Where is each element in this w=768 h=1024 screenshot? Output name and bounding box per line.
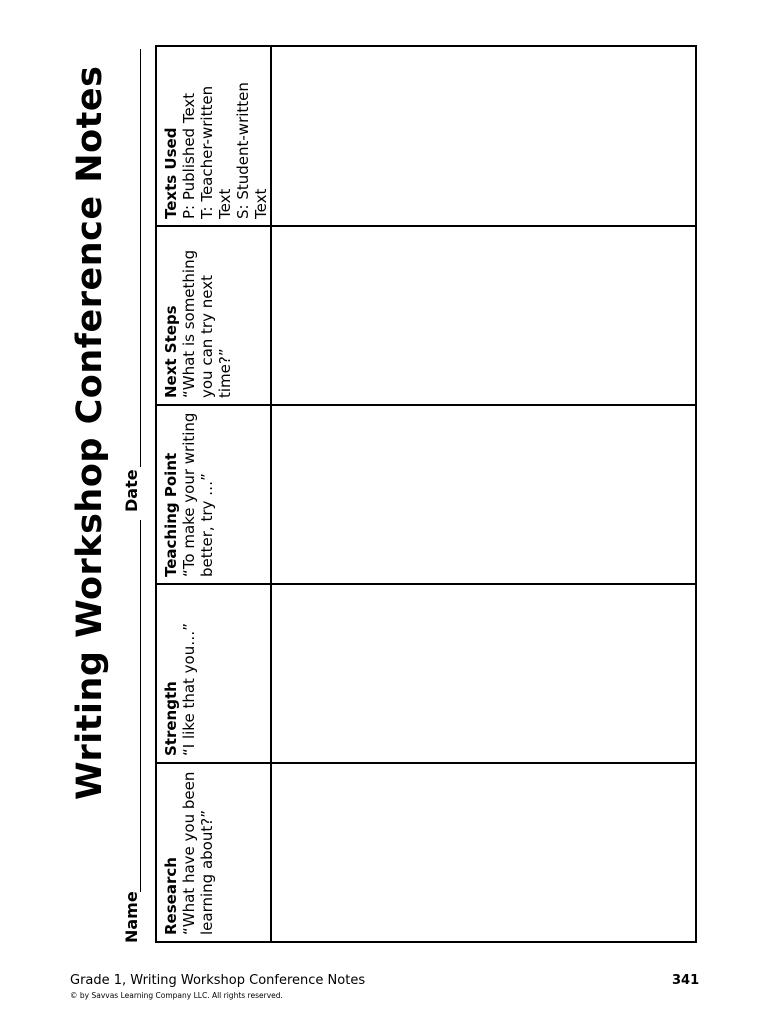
footer-caption: Grade 1, Writing Workshop Conference Notes: [70, 973, 366, 988]
texts-used-header: Texts Used P: Published Text T: Teacher-written Text S: Student-written Text: [156, 46, 271, 226]
strength-cell[interactable]: [271, 584, 696, 763]
teaching-point-cell[interactable]: [271, 405, 696, 584]
footer-copyright: © by Savvas Learning Company LLC. All rights reserved.: [70, 991, 283, 1000]
teaching-point-header: Teaching Point “To make your writing better, try …”: [156, 405, 271, 584]
page-number: 341: [672, 973, 700, 988]
worksheet-title: Writing Workshop Conference Notes: [70, 65, 110, 800]
name-label: Name: [122, 891, 141, 943]
header-row: [156, 46, 271, 942]
next-steps-cell[interactable]: [271, 226, 696, 405]
name-line[interactable]: [140, 520, 141, 892]
strength-header: Strength “I like that you…”: [156, 584, 271, 763]
writing-row: [271, 46, 696, 942]
date-line[interactable]: [140, 49, 141, 467]
research-cell[interactable]: [271, 763, 696, 942]
research-header: Research “What have you been learning about?”: [156, 763, 271, 942]
date-label: Date: [122, 469, 141, 512]
next-steps-header: Next Steps “What is something you can try next time?”: [156, 226, 271, 405]
rotated-worksheet: [60, 60, 720, 960]
conference-table: [155, 45, 697, 943]
texts-used-cell[interactable]: [271, 46, 696, 226]
